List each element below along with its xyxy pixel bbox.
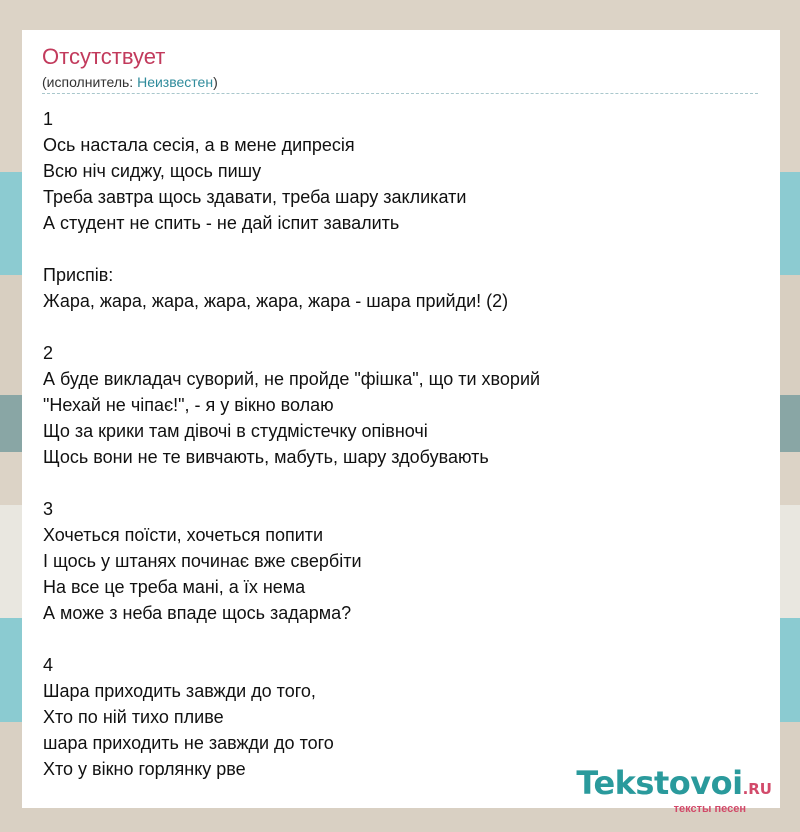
lyric-line: Всю ніч сиджу, щось пишу [43, 161, 262, 181]
logo-wordmark [576, 766, 772, 806]
artist-prefix: (исполнитель: [42, 74, 138, 90]
lyric-line: Щось вони не те вивчають, мабуть, шару здобувають [43, 447, 489, 467]
artist-line [42, 73, 218, 91]
song-title: Отсутствует [42, 44, 166, 69]
lyric-line: Приспів: [43, 265, 114, 285]
lyric-blank-line [43, 470, 763, 496]
lyric-line: 1 [43, 109, 54, 129]
lyric-blank-line [43, 626, 763, 652]
logo-tld: .RU [742, 780, 772, 798]
lyric-line: 4 [43, 655, 54, 675]
lyric-line: Хто у вікно горлянку рве [43, 759, 246, 779]
lyric-line: Жара, жара, жара, жара, жара, жара - шара прийди! (2) [43, 291, 509, 311]
lyric-line: Що за крики там дівочі в студмістечку опівночі [43, 421, 428, 441]
lyric-line: І щось у штанях починає вже свербіти [43, 551, 362, 571]
lyric-line: А студент не спить - не дай іспит завалить [43, 213, 400, 233]
lyrics-card [22, 30, 780, 808]
lyrics-text [43, 106, 763, 782]
lyric-line: Треба завтра щось здавати, треба шару закликати [43, 187, 467, 207]
lyric-line: 2 [43, 343, 54, 363]
lyric-line: Хочеться поїсти, хочеться попити [43, 525, 324, 545]
logo-main-text: Tekstovoi [576, 764, 743, 802]
artist-suffix: ) [213, 74, 218, 90]
lyric-line: Шара приходить завжди до того, [43, 681, 316, 701]
logo-tagline: тексты песен [673, 803, 746, 815]
artist-link[interactable]: Неизвестен [137, 74, 214, 90]
lyric-blank-line [43, 236, 763, 262]
lyric-line: Ось настала сесія, а в мене дипресія [43, 135, 355, 155]
lyric-blank-line [43, 314, 763, 340]
lyric-line: "Нехай не чіпає!", - я у вікно волаю [43, 395, 334, 415]
lyric-line: шара приходить не завжди до того [43, 733, 334, 753]
title-divider [42, 93, 758, 94]
site-logo[interactable] [576, 766, 772, 815]
lyric-line: 3 [43, 499, 54, 519]
lyric-line: А буде викладач суворий, не пройде "фішка", що ти хворий [43, 369, 541, 389]
lyric-line: А може з неба впаде щось задарма? [43, 603, 352, 623]
lyric-line: На все це треба мані, а їх нема [43, 577, 306, 597]
lyric-line: Хто по ній тихо пливе [43, 707, 224, 727]
